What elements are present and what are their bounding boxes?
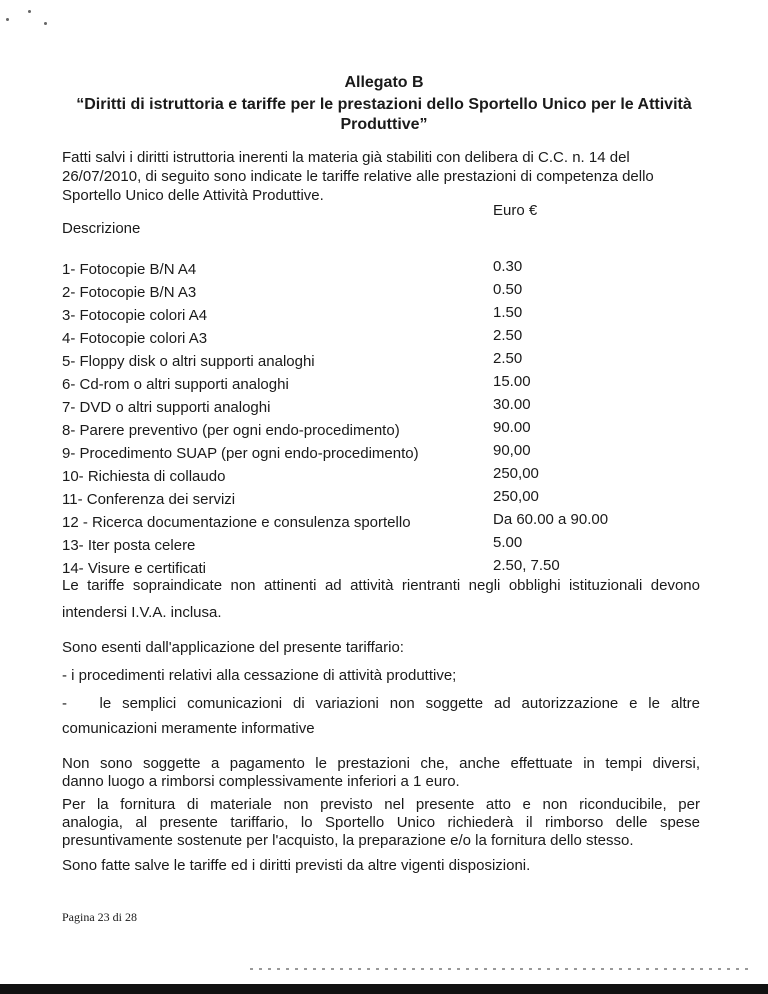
tariff-row-label: 10- Richiesta di collaudo bbox=[62, 468, 226, 485]
supply-note-line1: Per la fornitura di materiale non previsto nel presente atto e non riconducibile, per bbox=[62, 796, 700, 813]
tariff-row-label: 13- Iter posta celere bbox=[62, 537, 196, 554]
tariff-row-label: 9- Procedimento SUAP (per ogni endo-procedimento) bbox=[62, 445, 419, 462]
scan-speck bbox=[28, 10, 31, 13]
exemption-item: - i procedimenti relativi alla cessazione di attività produttive; bbox=[62, 667, 457, 684]
intro-paragraph: Fatti salvi i diritti istruttoria inerenti la materia già stabiliti con delibera di C.C. n. 14 del 26/07/2010, di seguito sono indicate le tariffe relative alle prestazioni di competenza dello Sportello Unico delle Attività Produttive. bbox=[62, 149, 654, 204]
tariff-row-price: 90,00 bbox=[493, 442, 531, 459]
column-header-description: Descrizione bbox=[62, 220, 141, 237]
scan-bottom-border bbox=[0, 984, 768, 994]
tariff-row-price: 0.50 bbox=[493, 281, 523, 298]
supply-note-line2: analogia, al presente tariffario, lo Sportello Unico richiederà il rimborso delle spese bbox=[62, 814, 700, 831]
iva-note-line2: intendersi I.V.A. inclusa. bbox=[62, 604, 222, 621]
tariff-row-price: 15.00 bbox=[493, 373, 531, 390]
tariff-row-label: 12 - Ricerca documentazione e consulenza sportello bbox=[62, 514, 411, 531]
no-payment-note-line2: danno luogo a rimborsi complessivamente inferiori a 1 euro. bbox=[62, 773, 460, 790]
tariff-row-label: 14- Visure e certificati bbox=[62, 560, 206, 577]
tariff-row-label: 1- Fotocopie B/N A4 bbox=[62, 261, 197, 278]
document-subtitle-line1: “Diritti di istruttoria e tariffe per le prestazioni dello Sportello Unico per le Attività bbox=[76, 96, 692, 113]
tariff-row-price: 2.50 bbox=[493, 350, 523, 367]
tariff-row-label: 3- Fotocopie colori A4 bbox=[62, 307, 208, 324]
tariff-row-label: 6- Cd-rom o altri supporti analoghi bbox=[62, 376, 289, 393]
exemption-item: - le semplici comunicazioni di variazioni non soggette ad autorizzazione e le altre bbox=[62, 695, 700, 712]
scan-speck bbox=[6, 18, 9, 21]
tariff-row-price: 30.00 bbox=[493, 396, 531, 413]
exemptions-title: Sono esenti dall'applicazione del presente tariffario: bbox=[62, 639, 404, 656]
tariff-row-label: 5- Floppy disk o altri supporti analoghi bbox=[62, 353, 315, 370]
no-payment-note-line1: Non sono soggette a pagamento le prestazioni che, anche effettuate in tempi diversi, bbox=[62, 755, 700, 772]
tariff-row-label: 7- DVD o altri supporti analoghi bbox=[62, 399, 271, 416]
supply-note-line3: presuntivamente sostenute per l'acquisto, la preparazione e/o la fornitura dello stesso. bbox=[62, 832, 634, 849]
scan-speck bbox=[44, 22, 47, 25]
tariff-row-price: 250,00 bbox=[493, 465, 539, 482]
tariff-row-label: 4- Fotocopie colori A3 bbox=[62, 330, 208, 347]
tariff-row-price: Da 60.00 a 90.00 bbox=[493, 511, 609, 528]
tariff-row-price: 1.50 bbox=[493, 304, 523, 321]
tariff-row-price: 250,00 bbox=[493, 488, 539, 505]
tariff-row-price: 5.00 bbox=[493, 534, 523, 551]
iva-note-line1: Le tariffe sopraindicate non attinenti ad attività rientranti negli obblighi istituzionali devono bbox=[62, 577, 700, 594]
document-subtitle-line2: Produttive” bbox=[340, 116, 428, 133]
tariff-row-price: 0.30 bbox=[493, 258, 523, 275]
column-header-price: Euro € bbox=[493, 202, 538, 219]
tariff-row-label: 2- Fotocopie B/N A3 bbox=[62, 284, 197, 301]
document-title: Allegato B bbox=[344, 74, 424, 91]
page-number: Pagina 23 di 28 bbox=[62, 910, 137, 924]
closing-note: Sono fatte salve le tariffe ed i diritti previsti da altre vigenti disposizioni. bbox=[62, 857, 531, 874]
tariff-row-label: 8- Parere preventivo (per ogni endo-procedimento) bbox=[62, 422, 400, 439]
scan-edge-noise bbox=[250, 968, 750, 970]
tariff-row-price: 2.50 bbox=[493, 327, 523, 344]
tariff-row-price: 90.00 bbox=[493, 419, 531, 436]
tariff-row-price: 2.50, 7.50 bbox=[493, 557, 560, 574]
tariff-row-label: 11- Conferenza dei servizi bbox=[62, 491, 236, 508]
exemption-item-continued: comunicazioni meramente informative bbox=[62, 720, 315, 737]
